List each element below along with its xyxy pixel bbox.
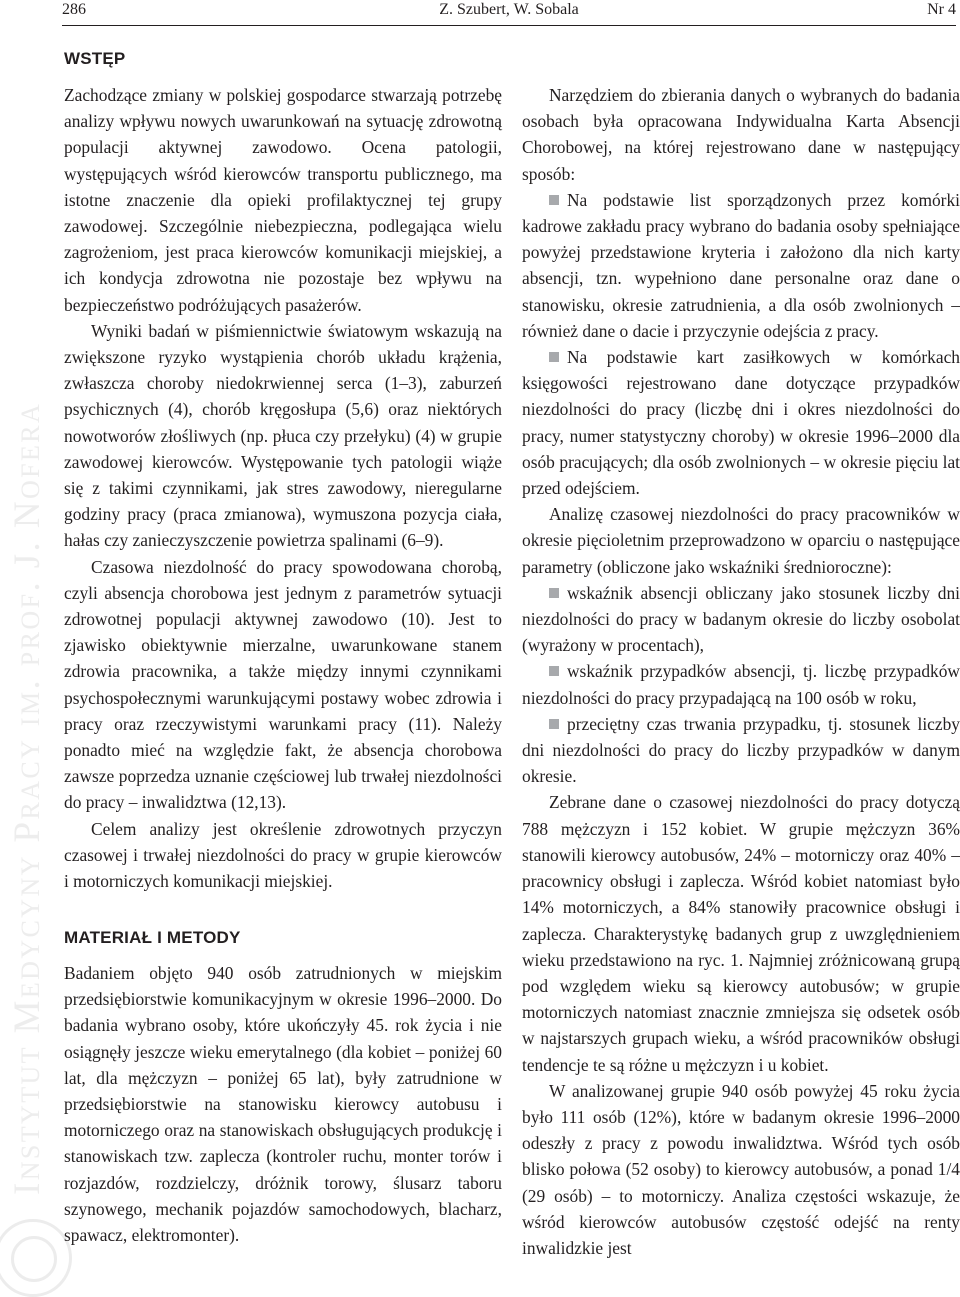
section-heading-intro: WSTĘP — [64, 49, 126, 68]
page-number: 286 — [62, 1, 86, 18]
square-bullet-icon — [549, 719, 559, 729]
square-bullet-icon — [549, 588, 559, 598]
body-paragraph: Narzędziem do zbierania danych o wybranych do badania osobach była opracowana Indywidualna Karta Absencji Chorobowej, na której rejestrowano dane w następujący sposób: — [522, 85, 960, 184]
right-text — [522, 82, 960, 1261]
section-heading-methods: MATERIAŁ I METODY — [64, 928, 241, 947]
body-paragraph: Analizę czasowej niezdolności do pracy pracowników w okresie pięcioletnim przeprowadzono w oparciu o następujące parametry (obliczone jako wskaźniki średnioroczne): — [522, 504, 960, 577]
issue-number: Nr 4 — [927, 1, 956, 18]
methods-section — [64, 960, 502, 1248]
institute-watermark: Instytut Medycyny Pracy im. prof. J. Nofera — [7, 401, 48, 1195]
body-paragraph: W analizowanej grupie 940 osób powyżej 45 roku życia było 111 osób (12%), które w badanym okresie 1996–2000 odeszły z pracy z powodu inwalidztwa. Wśród tych osób blisko połowa (52 osoby) to kierowcy autobusów, a ponad 1/4 (29 osób) – to motorniczy. Analiza częstości wskazuje, że wśród kierowców autobusów częstość odejść na renty inwalidzkie jest — [522, 1080, 960, 1258]
intro-paragraph: Celem analizy jest określenie zdrowotnych przyczyn czasowej i trwałej niezdolności do pracy w grupie kierowców i motorniczych komunikacji miejskiej. — [64, 818, 502, 892]
intro-section — [64, 82, 502, 894]
institute-seal — [0, 1219, 72, 1297]
methods-paragraph: Badaniem objęto 940 osób zatrudnionych w miejskim przedsiębiorstwie komunikacyjnym w okresie 1996–2000. Do badania wybrano osoby, które ukończyły 45. rok życia i nie osiągnęły jeszcze wieku emerytalnego (dla kobiet – poniżej 60 lat, dla mężczyzn – poniżej 65 lat), były zatrudnione w przedsiębiorstwie na stanowisku kierowcy autobusu i motorniczego oraz na stanowiskach obsługujących produkcję i stanowiskach tzw. zaplecza (kontroler ruchu, monter torów i rozjazdów, rozdzielczy, dróżnik torowy, ślusarz taboru szynowego, mechanik pojazdów samochodowych, blacharz, spawacz, elektromonter). — [64, 963, 502, 1246]
list-item: Na podstawie list sporządzonych przez komórki kadrowe zakładu pracy wybrano do badania osoby spełniające powyżej przedstawione kryteria i założono dla nich karty absencji, tzn. wypełniono dane personalne oraz dane o stanowisku, okresie zatrudnienia, a dla osób zwolnionych – również dane o dacie i przyczynie odejścia z pracy. — [522, 189, 960, 341]
square-bullet-icon — [549, 352, 559, 362]
body-paragraph: Zebrane dane o czasowej niezdolności do pracy dotyczą 788 mężczyzn i 152 kobiet. W grupie mężczyzn 36% stanowili kierowcy autobusów, 24% – motorniczy oraz 40% – pracownicy obsługi i zaplecza. Wśród kobiet natomiast było 14% motorniczych, a 84% stanowiły pracownice obsługi i zaplecza. Charakterystykę badanych grup z uwzględnieniem wieku przedstawiono na ryc. 1. Najmniej zróżnicowaną grupą pod względem wieku są kierowcy autobusów; w grupie motorniczych natomiast znacznie zmniejsza się odsetek osób w najstarszych grupach wieku, a wśród pracowników obsługi tendencje te są różne u mężczyzn i u kobiet. — [522, 792, 960, 1075]
page-header — [62, 0, 956, 26]
intro-paragraph: Wyniki badań w piśmiennictwie światowym wskazują na zwiększone ryzyko wystąpienia chorób układu krążenia, zwłaszcza choroby niedokrwiennej serca (1–3), zaburzeń psychicznych (4), chorób kręgosłupa (5,6) oraz niektórych nowotworów złośliwych (np. płuca czy przełyku) (4) w grupie zawodowej kierowców. Występowanie tych patologii wiąże się z takimi czynnikami, jak stres zawodowy, nieregularne godziny pracy (praca zmianowa), wymuszona pozycja ciała, hałas czy zanieczyszczenie powietrza spalinami (6–9). — [64, 320, 502, 551]
intro-paragraph: Zachodzące zmiany w polskiej gospodarce stwarzają potrzebę analizy wpływu nowych uwarunkowań na sytuację zdrowotną populacji aktywnej zawodowo. Ocena patologii, występujących wśród kierowców transportu publicznego, ma istotne znaczenie dla opieki profilaktycznej tej grupy zawodowej. Szczególnie niebezpieczna, podlegająca wielu zagrożeniom, jest praca kierowców komunikacji miejskiej, a ich kondycja zdrowotna nie pozostaje bez wpływu na bezpieczeństwo podróżujących pasażerów. — [64, 85, 502, 315]
square-bullet-icon — [549, 666, 559, 676]
list-item: przeciętny czas trwania przypadku, tj. stosunek liczby dni niezdolności do pracy do liczby przypadków w danym okresie. — [522, 713, 960, 787]
list-item: wskaźnik absencji obliczany jako stosunek liczby dni niezdolności do pracy w badanym okresie do liczby osobolat (wyrażony w procentach), — [522, 582, 960, 656]
data-collection-list — [522, 187, 960, 501]
square-bullet-icon — [549, 195, 559, 205]
intro-paragraph: Czasowa niezdolność do pracy spowodowana chorobą, czyli absencja chorobowa jest jednym z parametrów sytuacji zdrowotnej populacji aktywnej zawodowo (10). Jest to zjawisko obiektywnie mierzalne, uwarunkowane stanem zdrowia pracownika, a także między innymi czynnikami psychospołecznymi warunkującymi postawy wobec zdrowia i pracy oraz rzeczywistymi warunkami pracy (11). Należy ponadto mieć na względzie fakt, że absencja chorobowa zawsze poprzedza uznanie częściowej lub trwałej niezdolności do pracy – inwalidztwa (12,13). — [64, 556, 502, 813]
running-authors: Z. Szubert, W. Sobala — [439, 1, 579, 18]
list-item: Na podstawie kart zasiłkowych w komórkach księgowości rejestrowano dane dotyczące przypadków niezdolności do pracy (liczbę dni i okres niezdolności do pracy, numer statystyczny choroby) w okresie 1996–2000 dla osób pracujących; dla osób zwolnionych – w okresie pięciu lat przed odejściem. — [522, 347, 960, 499]
parameters-list — [522, 580, 960, 790]
list-item: wskaźnik przypadków absencji, tj. liczbę przypadków niezdolności do pracy przypadającą na 100 osób w roku, — [522, 661, 960, 708]
